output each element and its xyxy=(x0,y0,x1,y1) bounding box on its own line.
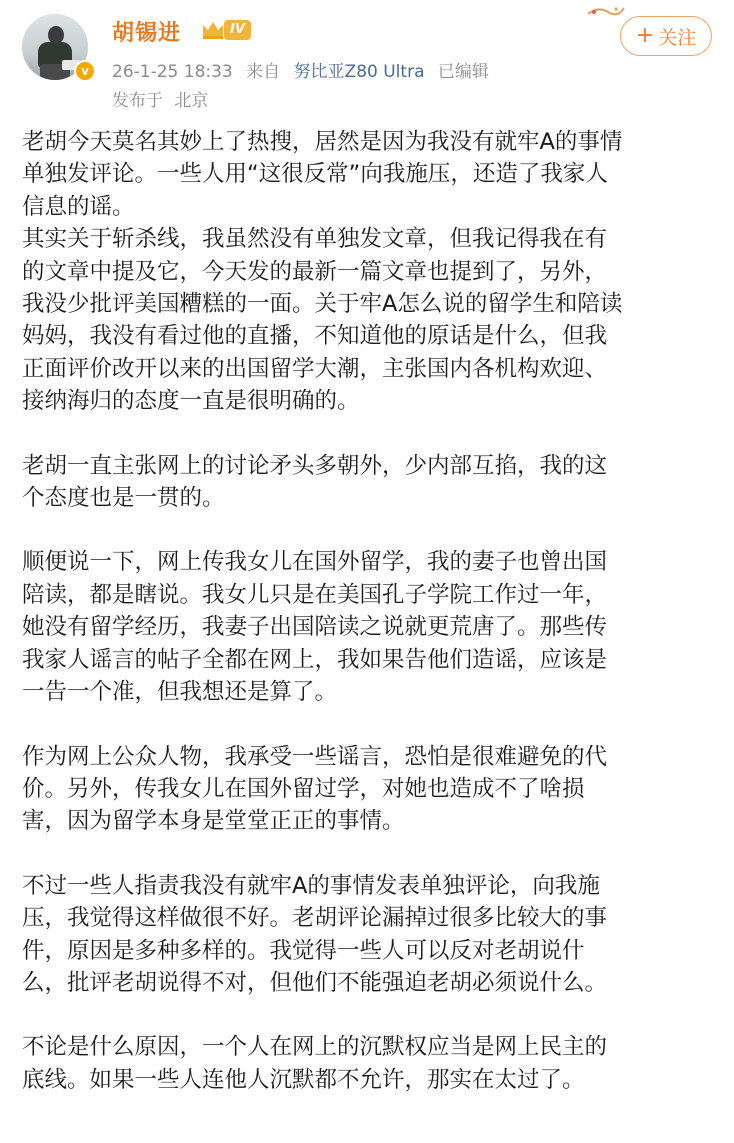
username[interactable]: 胡锡进 xyxy=(112,21,182,46)
post-text-line: 不论是什么原因，一个人在网上的沉默权应当是网上民主的 xyxy=(22,1034,608,1061)
avatar-figure-head xyxy=(48,26,64,44)
post-header xyxy=(0,0,734,110)
post-location xyxy=(112,86,214,111)
verified-badge-icon: v xyxy=(74,60,96,82)
source-prefix: 来自 xyxy=(246,62,281,82)
post-text-line: 的文章中提及它，今天发的最新一篇文章也提到了，另外， xyxy=(22,258,608,285)
post-text-line: 其实关于斩杀线，我虽然没有单独发文章，但我记得我在有 xyxy=(22,226,608,253)
post-paragraph xyxy=(22,1031,722,1096)
level-badge: IV xyxy=(224,20,251,40)
follow-label: 关注 xyxy=(658,26,697,49)
plus-icon: + xyxy=(635,23,655,48)
post-body xyxy=(22,126,722,1096)
edited-label[interactable]: 已编辑 xyxy=(437,62,489,82)
device-link[interactable]: 努比亚Z80 Ultra xyxy=(293,62,425,82)
post-text-line: 底线。如果一些人连他人沉默都不允许，那实在太过了。 xyxy=(22,1066,585,1093)
post-text-line: 么，批评老胡说得不对，但他们不能强迫老胡必须说什么。 xyxy=(22,969,608,996)
post-text-line: 我没少批评美国糟糕的一面。关于牢A怎么说的留学生和陪读 xyxy=(22,291,623,318)
post-text-line: 她没有留学经历，我妻子出国陪读之说就更荒唐了。那些传 xyxy=(22,614,608,641)
post-paragraph xyxy=(22,126,722,418)
post-text-line: 信息的谣。 xyxy=(22,193,135,220)
decoration-icon xyxy=(586,4,626,18)
post-text-line: 老胡今天莫名其妙上了热搜，居然是因为我没有就牢A的事情 xyxy=(22,129,623,155)
post-text-line: 一告一个准，但我想还是算了。 xyxy=(22,679,338,706)
post-paragraph xyxy=(22,870,722,1000)
post-text-line: 害，因为留学本身是堂堂正正的事情。 xyxy=(22,808,405,835)
location-prefix: 发布于 xyxy=(112,91,163,111)
crown-icon xyxy=(200,18,226,40)
post-text-line: 压，我觉得这样做很不好。老胡评论漏掉过很多比较大的事 xyxy=(22,905,608,932)
post-text-line: 正面评价改开以来的出国留学大潮，主张国内各机构欢迎、 xyxy=(22,355,608,382)
post-meta xyxy=(112,57,497,82)
post-text-line: 价。另外，传我女儿在国外留过学，对她也造成不了啥损 xyxy=(22,775,585,802)
post-text-line: 陪读，都是瞎说。我女儿只是在美国孔子学院工作过一年， xyxy=(22,581,608,608)
post-text-line: 老胡一直主张网上的讨论矛头多朝外，少内部互掐，我的这 xyxy=(22,452,608,479)
post-text-line: 单独发评论。一些人用“这很反常”向我施压，还造了我家人 xyxy=(22,161,608,188)
post-paragraph xyxy=(22,450,722,515)
post-text-line: 接纳海归的态度一直是很明确的。 xyxy=(22,388,360,415)
post-paragraph xyxy=(22,741,722,838)
post-text-line: 顺便说一下，网上传我女儿在国外留学，我的妻子也曾出国 xyxy=(22,549,608,576)
post-paragraph xyxy=(22,546,722,708)
location-value: 北京 xyxy=(174,91,209,111)
follow-button[interactable] xyxy=(620,16,712,56)
post-timestamp: 26-1-25 18:33 xyxy=(112,62,233,82)
post-text-line: 个态度也是一贯的。 xyxy=(22,485,225,512)
post-text-line: 妈妈，我没有看过他的直播，不知道他的原话是什么，但我 xyxy=(22,323,608,350)
post-text-line: 我家人谣言的帖子全都在网上，我如果告他们造谣，应该是 xyxy=(22,646,608,673)
post-text-line: 不过一些人指责我没有就牢A的事情发表单独评论，向我施 xyxy=(22,872,600,899)
post-text-line: 件，原因是多种多样的。我觉得一些人可以反对老胡说什 xyxy=(22,937,585,964)
post-text-line: 作为网上公众人物，我承受一些谣言，恐怕是很难避免的代 xyxy=(22,743,608,770)
